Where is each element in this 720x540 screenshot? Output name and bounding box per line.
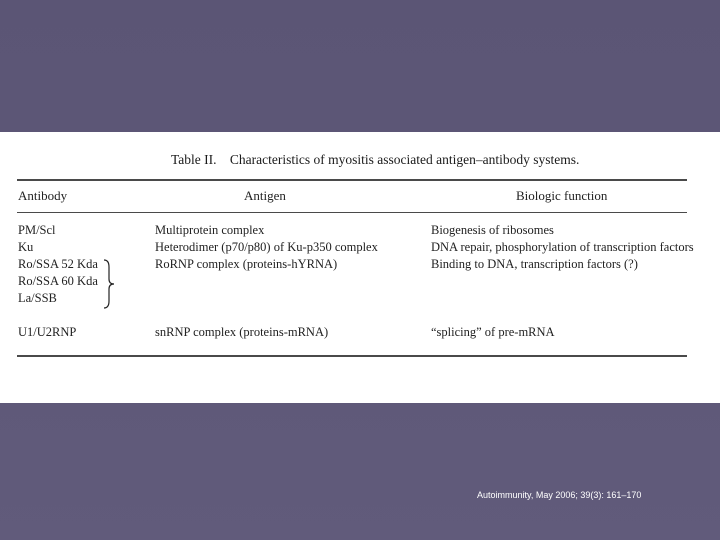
table-panel: [0, 132, 720, 403]
cell-function: Biogenesis of ribosomes: [431, 223, 554, 237]
header-antigen: Antigen: [244, 188, 286, 203]
cell-antibody: U1/U2RNP: [18, 325, 77, 339]
top-rule: [17, 179, 687, 181]
cell-antigen: snRNP complex (proteins-mRNA): [155, 325, 329, 339]
table-number: Table II.: [171, 152, 217, 167]
header-biologic-function: Biologic function: [516, 188, 608, 203]
cell-antibody: La/SSB: [18, 291, 57, 305]
cell-antibody: Ku: [18, 240, 34, 254]
cell-antigen: RoRNP complex (proteins-hYRNA): [155, 257, 338, 271]
cell-antibody: Ro/SSA 60 Kda: [18, 274, 98, 288]
header-antibody: Antibody: [18, 188, 68, 203]
cell-function: Binding to DNA, transcription factors (?): [431, 257, 638, 271]
table-caption: [171, 152, 579, 168]
cell-antigen: Multiprotein complex: [155, 223, 265, 237]
header-rule: [17, 212, 687, 213]
cell-function: “splicing” of pre-mRNA: [431, 325, 555, 339]
citation: Autoimmunity, May 2006; 39(3): 161–170: [477, 490, 642, 500]
table-title: Characteristics of myositis associated antigen–antibody systems.: [229, 152, 580, 167]
bottom-rule: [17, 355, 687, 357]
cell-antibody: Ro/SSA 52 Kda: [18, 257, 98, 271]
cell-antigen: Heterodimer (p70/p80) of Ku-p350 complex: [155, 240, 378, 254]
cell-function: DNA repair, phosphorylation of transcription factors: [431, 240, 694, 254]
grouping-brace: [103, 259, 115, 309]
cell-antibody: PM/Scl: [18, 223, 56, 237]
